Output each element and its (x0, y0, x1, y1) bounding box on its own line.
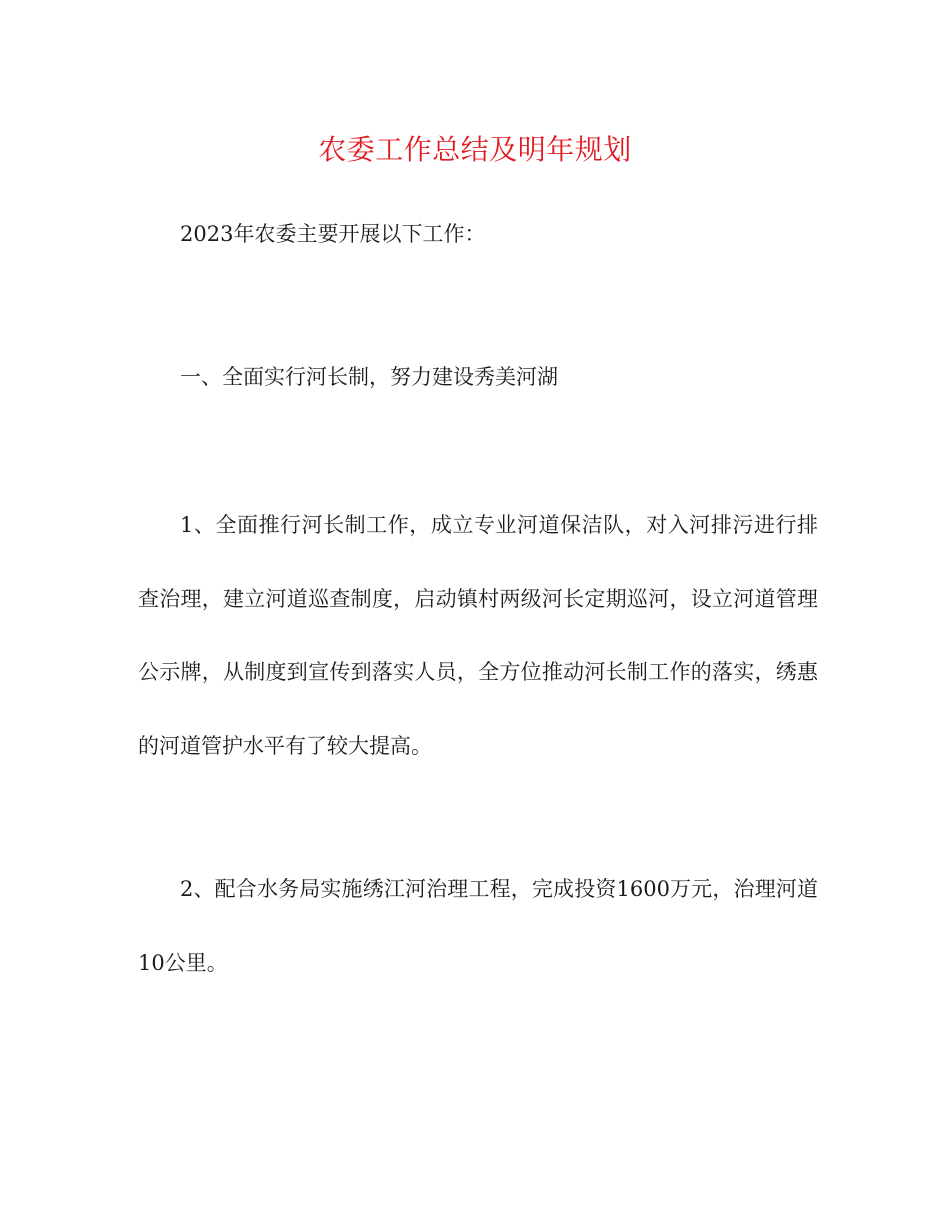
intro-paragraph: 2023年农委主要开展以下工作： (180, 222, 486, 246)
document-title: 农委工作总结及明年规划 (318, 133, 632, 166)
section-heading-1: 一、全面实行河长制，努力建设秀美河湖 (180, 365, 558, 389)
item-paragraph-1: 1、全面推行河长制工作，成立专业河道保洁队，对入河排污进行排查治理，建立河道巡查制度，启动镇村两级河长定期巡河，设立河道管理公示牌，从制度到宣传到落实人员，全方位推动河长制工作的落实，绣惠的河道管护水平有了较大提高。 (138, 513, 818, 758)
item-paragraph-2: 2、配合水务局实施绣江河治理工程，完成投资1600万元，治理河道10公里。 (138, 877, 818, 975)
